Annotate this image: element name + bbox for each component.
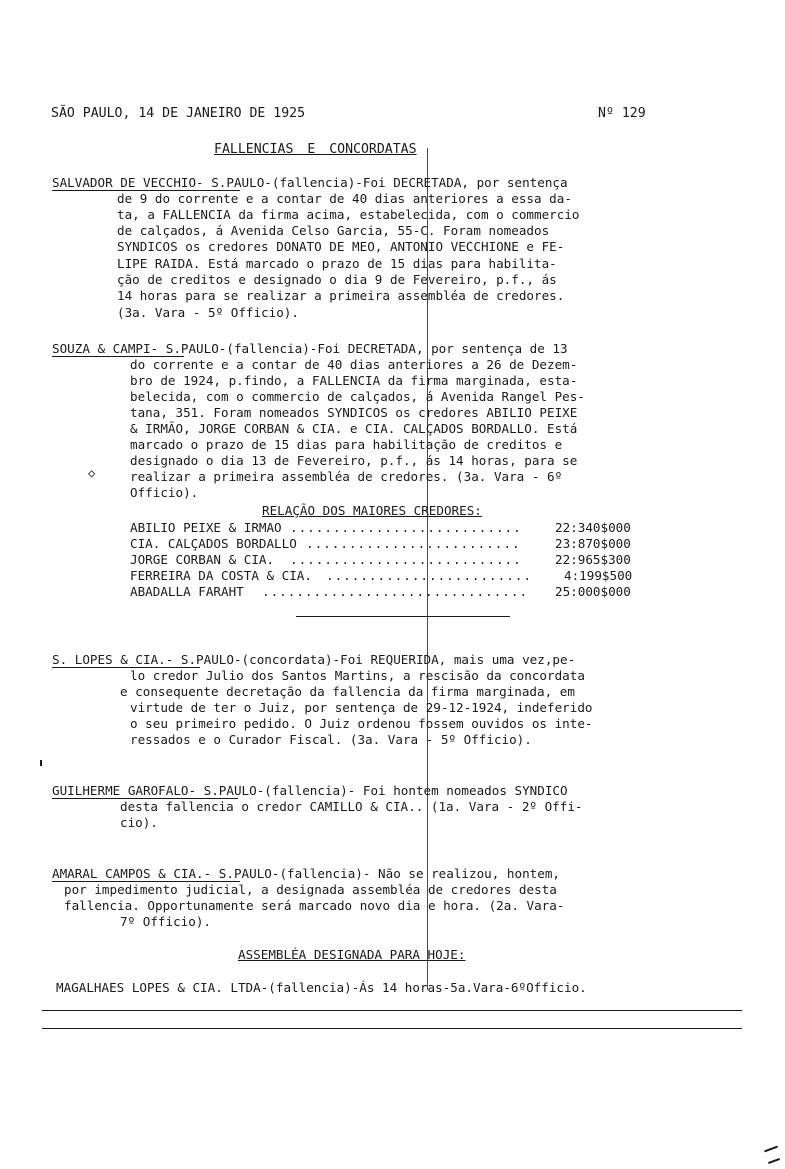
souza-line-7: marcado o prazo de 15 dias para habilitação de creditos e xyxy=(130,437,563,452)
creditor-row-2-leader: ......................... xyxy=(306,536,521,551)
corner-mark xyxy=(764,1146,778,1153)
creditor-row-5-leader: ............................... xyxy=(262,584,529,599)
souza-line-2: do corrente e a contar de 40 dias anteriores a 26 de Dezem- xyxy=(130,357,578,372)
section-title: FALLENCIAS E CONCORDATAS xyxy=(214,142,417,157)
lopes-line-2: lo credor Julio dos Santos Martins, a rescisão da concordata xyxy=(130,668,585,683)
creditor-row-1-leader: ........................... xyxy=(290,520,522,535)
lopes-line-6: ressados e o Curador Fiscal. (3a. Vara - 5º Officio). xyxy=(130,732,532,747)
corner-mark-2 xyxy=(768,1158,780,1164)
creditor-row-3-amount: 22:965$300 xyxy=(555,552,631,567)
creditor-row-1-amount: 22:340$000 xyxy=(555,520,631,535)
souza-line-1: SOUZA & CAMPI- S.PAULO-(fallencia)-Foi DECRETADA, por sentença de 13 xyxy=(52,341,568,356)
bottom-rule-1 xyxy=(42,1010,742,1011)
creditor-row-3-leader: ........................... xyxy=(290,552,522,567)
creditor-row-4-name: FERREIRA DA COSTA & CIA. xyxy=(130,568,312,583)
bottom-rule-2 xyxy=(42,1028,742,1029)
souza-line-9: realizar a primeira assembléa de credores. (3a. Vara - 6º xyxy=(130,469,563,484)
lopes-underline xyxy=(52,667,200,668)
garofalo-underline xyxy=(52,798,238,799)
amaral-line-2: por impedimento judicial, a designada assembléa de credores desta xyxy=(64,882,557,897)
vecchio-line-5: SYNDICOS os credores DONATO DE MEO, ANTONIO VECCHIONE e FE- xyxy=(117,239,565,254)
souza-underline xyxy=(52,356,184,357)
amaral-line-1: AMARAL CAMPOS & CIA.- S.PAULO-(fallencia)- Não se realizou, hontem, xyxy=(52,866,560,881)
lopes-line-5: o seu primeiro pedido. O Juiz ordenou fossem ouvidos os inte- xyxy=(130,716,593,731)
creditor-row-4-leader: ........................ xyxy=(326,568,532,583)
vecchio-line-2: de 9 do corrente e a contar de 40 dias anteriores a essa da- xyxy=(117,191,572,206)
creditor-row-1-name: ABILIO PEIXE & IRMAO xyxy=(130,520,282,535)
assembly-line: MAGALHAES LOPES & CIA. LTDA-(fallencia)-Ás 14 horas-5a.Vara-6ºOfficio. xyxy=(56,980,587,995)
table-end-rule xyxy=(296,616,510,617)
souza-line-10: Officio). xyxy=(130,485,199,500)
vecchio-line-1: SALVADOR DE VECCHIO- S.PAULO-(fallencia)-Foi DECRETADA, por sentença xyxy=(52,175,568,190)
creditor-row-5-amount: 25:000$000 xyxy=(555,584,631,599)
souza-line-5: tana, 351. Foram nomeados SYNDICOS os credores ABILIO PEIXE xyxy=(130,405,578,420)
ink-speck xyxy=(40,760,42,766)
garofalo-line-3: cio). xyxy=(120,815,158,830)
creditor-row-5-name: ABADALLA FARAHT xyxy=(130,584,244,599)
vecchio-line-9: (3a. Vara - 5º Officio). xyxy=(117,305,299,320)
issue-number: Nº 129 xyxy=(598,106,646,121)
amaral-underline xyxy=(52,881,240,882)
vecchio-line-3: ta, a FALLENCIA da firma acima, estabelecida, com o commercio xyxy=(117,207,580,222)
creditor-row-2-amount: 23:870$000 xyxy=(555,536,631,551)
creditor-row-3-name: JORGE CORBAN & CIA. xyxy=(130,552,275,567)
vecchio-line-6: LIPE RAIDA. Está marcado o prazo de 15 dias para habilita- xyxy=(117,256,557,271)
amaral-line-4: 7º Officio). xyxy=(120,914,211,929)
lopes-line-3: e consequente decretação da fallencia da firma marginada, em xyxy=(120,684,575,699)
garofalo-line-1: GUILHERME GAROFALO- S.PAULO-(fallencia)- Foi hontem nomeados SYNDICO xyxy=(52,783,568,798)
vecchio-underline xyxy=(52,190,240,191)
creditor-row-2-name: CIA. CALÇADOS BORDALLO xyxy=(130,536,297,551)
souza-line-6: & IRMÃO, JORGE CORBAN & CIA. e CIA. CALÇADOS BORDALLO. Está xyxy=(130,421,578,436)
souza-line-3: bro de 1924, p.findo, a FALLENCIA da firma marginada, esta- xyxy=(130,373,578,388)
creditor-row-4-amount: 4:199$500 xyxy=(564,568,633,583)
creditors-title: RELAÇÃO DOS MAIORES CREDORES: xyxy=(262,503,482,518)
amaral-line-3: fallencia. Opportunamente será marcado novo dia e hora. (2a. Vara- xyxy=(64,898,565,913)
garofalo-line-2: desta fallencia o credor CAMILLO & CIA.. (1a. Vara - 2º Offi- xyxy=(120,799,583,814)
souza-line-8: designado o dia 13 de Fevereiro, p.f., ás 14 horas, para se xyxy=(130,453,578,468)
margin-mark: ◇ xyxy=(88,466,96,480)
lopes-line-4: virtude de ter o Juiz, por sentença de 29-12-1924, indeferido xyxy=(130,700,593,715)
vecchio-line-4: de calçados, á Avenida Celso Garcia, 55-C. Foram nomeados xyxy=(117,223,550,238)
assembly-title: ASSEMBLÉA DESIGNADA PARA HOJE: xyxy=(238,947,466,962)
vecchio-line-8: 14 horas para se realizar a primeira assembléa de credores. xyxy=(117,288,565,303)
dateline: SÃO PAULO, 14 DE JANEIRO DE 1925 xyxy=(51,106,306,121)
vecchio-line-7: ção de creditos e designado o dia 9 de Fevereiro, p.f., ás xyxy=(117,272,557,287)
lopes-line-1: S. LOPES & CIA.- S.PAULO-(concordata)-Foi REQUERIDA, mais uma vez,pe- xyxy=(52,652,576,667)
souza-line-4: belecida, com o commercio de calçados, á Avenida Rangel Pes- xyxy=(130,389,585,404)
